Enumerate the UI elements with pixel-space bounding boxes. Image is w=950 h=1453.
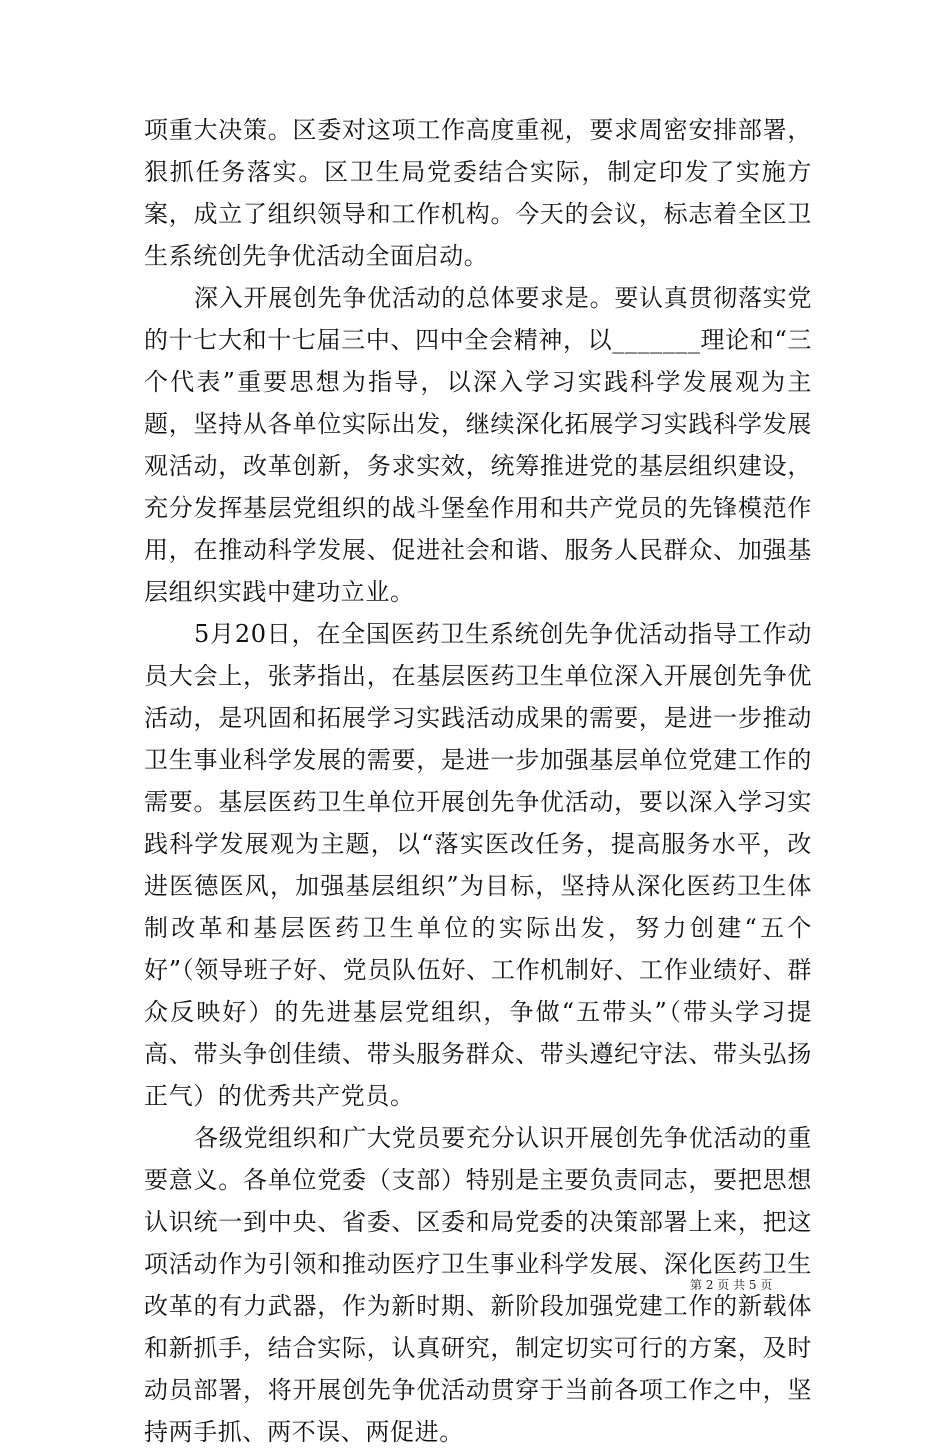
paragraph-continuation: 项重大决策。区委对这项工作高度重视，要求周密安排部署，狠抓任务落实。区卫生局党委结合实际，制定印发了实施方案，成立了组织领导和工作机构。今天的会议，标志着全区卫生系统创先争优活动全面启动。: [144, 116, 812, 270]
paragraph-party-organizations: 各级党组织和广大党员要充分认识开展创先争优活动的重要意义。各单位党委（支部）特别是主要负责同志，要把思想认识统一到中央、省委、区委和局党委的决策部署上来，把这项活动作为引领和推动医疗卫生事业科学发展、深化医药卫生改革的有力武器，作为新时期、新阶段加强党建工作的新载体和新抓手，结合实际，认真研究，制定切实可行的方案，及时动员部署，将开展创先争优活动贯穿于当前各项工作之中，坚持两手抓、两不误、两促进。: [144, 1124, 812, 1446]
paragraph-may-20-meeting: 5月20日，在全国医药卫生系统创先争优活动指导工作动员大会上，张茅指出，在基层医药卫生单位深入开展创先争优活动，是巩固和拓展学习实践活动成果的需要，是进一步推动卫生事业科学发展的需要，是进一步加强基层单位党建工作的需要。基层医药卫生单位开展创先争优活动，要以深入学习实践科学发展观为主题，以“落实医改任务，提高服务水平，改进医德医风，加强基层组织”为目标，坚持从深化医药卫生体制改革和基层医药卫生单位的实际出发，努力创建“五个好”（领导班子好、党员队伍好、工作机制好、工作业绩好、群众反映好）的先进基层党组织，争做“五带头”（带头学习提高、带头争创佳绩、带头服务群众、带头遵纪守法、带头弘扬正气）的优秀共产党员。: [144, 620, 812, 1110]
paragraph-general-requirements: 深入开展创先争优活动的总体要求是。要认真贯彻落实党的十七大和十七届三中、四中全会精神，以_______理论和“三个代表”重要思想为指导，以深入学习实践科学发展观为主题，坚持从各单位实际出发，继续深化拓展学习实践科学发展观活动，改革创新，务求实效，统筹推进党的基层组织建设，充分发挥基层党组织的战斗堡垒作用和共产党员的先锋模范作用，在推动科学发展、促进社会和谐、服务人民群众、加强基层组织实践中建功立业。: [144, 284, 812, 606]
page-number-footer: 第 2 页 共 5 页: [690, 1278, 773, 1292]
document-body: [144, 109, 812, 1453]
